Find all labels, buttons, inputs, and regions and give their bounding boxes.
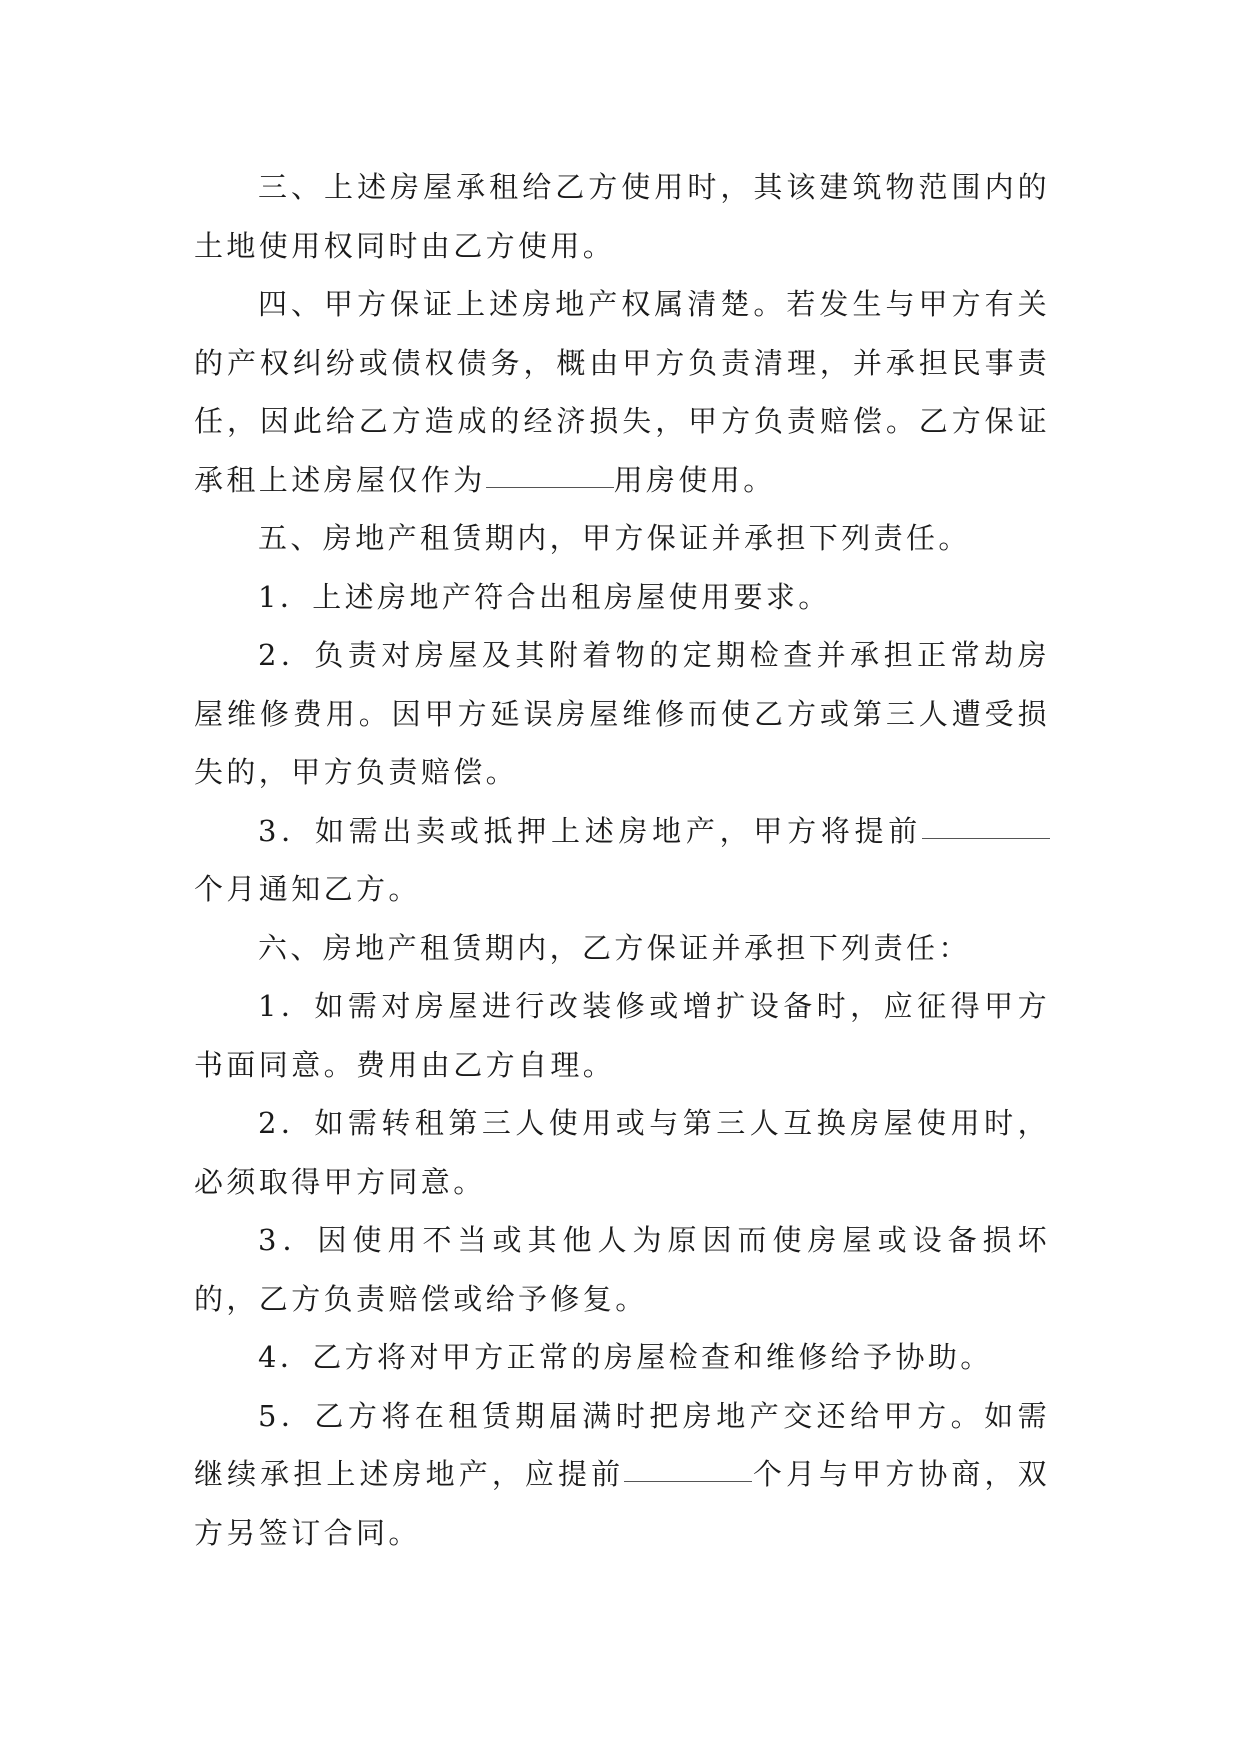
usage-blank-field[interactable] [486,486,614,488]
clause-6-paragraph: 六、房地产租赁期内，乙方保证并承担下列责任： [258,930,971,965]
clause-4-text-end: 用房使用。 [613,462,776,497]
clause-6-5-text-end: 个月与甲方协商，双方另签订合同。 [194,1457,1051,1550]
clause-5-2-paragraph: 2．负责对房屋及其附着物的定期检查并承担正常劫房屋维修费用。因甲方延误房屋维修而使乙方或第三人遭受损失的，甲方负责赔偿。 [194,638,1050,789]
clause-6-5-text: 5．乙方将在租赁期届满时把房地产交还给甲方。如需继续承担上述房地产，应提前 [194,1398,1050,1491]
clause-6-4-paragraph: 4．乙方将对甲方正常的房屋检查和维修给予协助。 [258,1340,993,1374]
clause-6-5-paragraph [194,1387,1050,1563]
notice-months-blank-field[interactable] [922,837,1050,839]
clause-5-3-paragraph [194,802,1050,919]
clause-5-3-text: 3．如需出卖或抵押上述房地产，甲方将提前 [258,813,922,848]
renewal-months-blank-field[interactable] [624,1480,752,1482]
clause-5-3-text-end: 个月通知乙方。 [194,872,421,906]
clause-5-1-paragraph: 1．上述房地产符合出租房屋使用要求。 [258,579,831,614]
clause-4-paragraph [194,275,1050,509]
clause-4-text: 四、甲方保证上述房地产权属清楚。若发生与甲方有关的产权纠纷或债权债务，概由甲方负责清理，并承担民事责任，因此给乙方造成的经济损失，甲方负责赔偿。乙方保证承租上述房屋仅作为 [194,287,1050,497]
clause-5-paragraph: 五、房地产租赁期内，甲方保证并承担下列责任。 [258,521,971,555]
clause-3-paragraph: 三、上述房屋承租给乙方使用时，其该建筑物范围内的土地使用权同时由乙方使用。 [194,170,1050,263]
clause-6-3-paragraph: 3．因使用不当或其他人为原因而使房屋或设备损坏的，乙方负责赔偿或给予修复。 [194,1223,1050,1316]
clause-6-1-paragraph: 1．如需对房屋进行改装修或增扩设备时，应征得甲方书面同意。费用由乙方自理。 [194,989,1050,1082]
document-body [194,158,1050,1562]
clause-6-2-paragraph: 2．如需转租第三人使用或与第三人互换房屋使用时，必须取得甲方同意。 [194,1106,1050,1199]
